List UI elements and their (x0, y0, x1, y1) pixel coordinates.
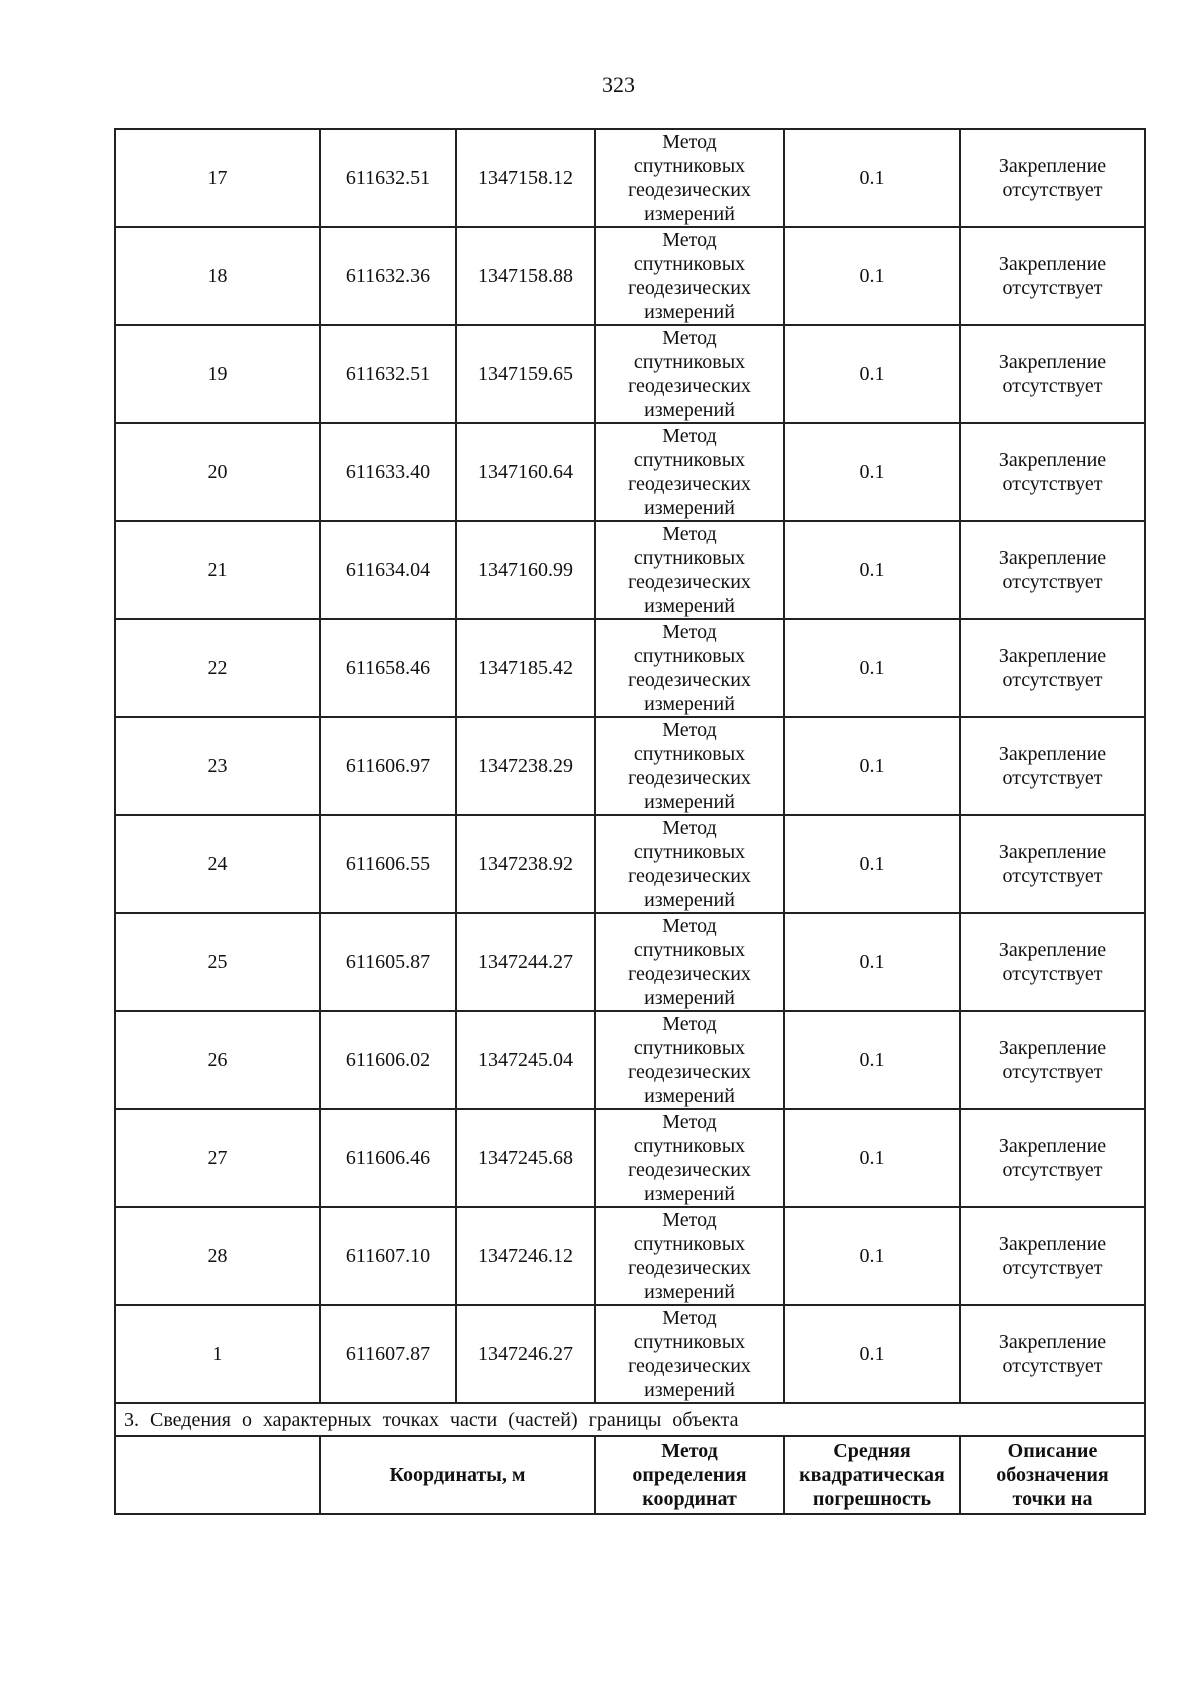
method-line: геодезических (628, 1257, 751, 1279)
method-line: Метод (662, 229, 717, 251)
method-line: геодезических (628, 669, 751, 691)
method-line: измерений (644, 301, 735, 323)
header-method-line: Метод (661, 1440, 718, 1462)
method-line: Метод (662, 523, 717, 545)
point-number-cell: 18 (115, 227, 320, 325)
x-coordinate-cell: 611606.55 (320, 815, 456, 913)
method-line: геодезических (628, 277, 751, 299)
point-number-cell: 28 (115, 1207, 320, 1305)
method-line: геодезических (628, 767, 751, 789)
coordinates-table (114, 128, 1146, 1515)
method-line: Метод (662, 131, 717, 153)
description-cell (960, 1207, 1145, 1305)
point-number-cell: 24 (115, 815, 320, 913)
method-line: спутниковых (633, 1233, 746, 1255)
method-line: геодезических (628, 1061, 751, 1083)
y-coordinate-cell: 1347160.64 (456, 423, 595, 521)
method-line: измерений (644, 1379, 735, 1401)
description-cell (960, 227, 1145, 325)
error-cell: 0.1 (784, 1109, 960, 1207)
x-coordinate-cell: 611633.40 (320, 423, 456, 521)
method-line: Метод (662, 719, 717, 741)
method-line: измерений (644, 693, 735, 715)
description-line: отсутствует (1002, 963, 1103, 985)
description-line: Закрепление (998, 547, 1107, 569)
description-line: отсутствует (1002, 1159, 1103, 1181)
method-line: измерений (644, 889, 735, 911)
method-line: спутниковых (633, 351, 746, 373)
method-cell (595, 717, 784, 815)
header-method-line: определения (632, 1464, 747, 1486)
method-line: измерений (644, 791, 735, 813)
description-cell (960, 913, 1145, 1011)
method-cell (595, 1305, 784, 1403)
method-line: Метод (662, 1013, 717, 1035)
table-row (115, 913, 1145, 1011)
header-description-line: точки на (1012, 1488, 1093, 1510)
error-cell: 0.1 (784, 325, 960, 423)
method-line: спутниковых (633, 1331, 746, 1353)
header-error-line: квадратическая (799, 1464, 945, 1486)
y-coordinate-cell: 1347160.99 (456, 521, 595, 619)
table-row (115, 521, 1145, 619)
x-coordinate-cell: 611632.51 (320, 325, 456, 423)
description-cell (960, 1109, 1145, 1207)
x-coordinate-cell: 611605.87 (320, 913, 456, 1011)
header-empty-cell (115, 1436, 320, 1514)
header-error-line: Средняя (833, 1440, 911, 1462)
method-line: Метод (662, 915, 717, 937)
description-cell (960, 521, 1145, 619)
method-cell (595, 521, 784, 619)
method-line: геодезических (628, 1355, 751, 1377)
method-line: спутниковых (633, 253, 746, 275)
error-cell: 0.1 (784, 619, 960, 717)
method-line: геодезических (628, 963, 751, 985)
y-coordinate-cell: 1347238.29 (456, 717, 595, 815)
page-number: 323 (602, 72, 635, 97)
table-row (115, 619, 1145, 717)
method-cell (595, 129, 784, 227)
description-line: Закрепление (998, 449, 1107, 471)
method-line: измерений (644, 203, 735, 225)
error-cell: 0.1 (784, 1011, 960, 1109)
error-cell: 0.1 (784, 1305, 960, 1403)
method-line: Метод (662, 1307, 717, 1329)
table-row (115, 325, 1145, 423)
x-coordinate-cell: 611607.87 (320, 1305, 456, 1403)
x-coordinate-cell: 611607.10 (320, 1207, 456, 1305)
y-coordinate-cell: 1347245.68 (456, 1109, 595, 1207)
description-cell (960, 129, 1145, 227)
x-coordinate-cell: 611632.51 (320, 129, 456, 227)
method-line: измерений (644, 399, 735, 421)
point-number-cell: 20 (115, 423, 320, 521)
point-number-cell: 19 (115, 325, 320, 423)
x-coordinate-cell: 611606.97 (320, 717, 456, 815)
method-cell (595, 619, 784, 717)
point-number-cell: 1 (115, 1305, 320, 1403)
description-line: Закрепление (998, 841, 1107, 863)
table-row (115, 423, 1145, 521)
method-cell (595, 1207, 784, 1305)
method-line: Метод (662, 327, 717, 349)
table-row (115, 1207, 1145, 1305)
description-line: Закрепление (998, 155, 1107, 177)
header-method-line: координат (642, 1488, 737, 1510)
y-coordinate-cell: 1347158.88 (456, 227, 595, 325)
header-description (960, 1436, 1145, 1514)
method-line: спутниковых (633, 645, 746, 667)
description-line: отсутствует (1002, 473, 1103, 495)
description-line: отсутствует (1002, 669, 1103, 691)
y-coordinate-cell: 1347159.65 (456, 325, 595, 423)
method-line: геодезических (628, 865, 751, 887)
header-error-line: погрешность (812, 1488, 932, 1510)
description-line: отсутствует (1002, 179, 1103, 201)
description-line: Закрепление (998, 645, 1107, 667)
description-cell (960, 815, 1145, 913)
method-cell (595, 423, 784, 521)
description-cell (960, 619, 1145, 717)
point-number-cell: 25 (115, 913, 320, 1011)
method-line: измерений (644, 987, 735, 1009)
table-row (115, 1011, 1145, 1109)
point-number-cell: 22 (115, 619, 320, 717)
method-line: спутниковых (633, 1135, 746, 1157)
table-row (115, 717, 1145, 815)
description-line: Закрепление (998, 253, 1107, 275)
method-line: геодезических (628, 473, 751, 495)
header-row (115, 1436, 1145, 1514)
point-number-cell: 17 (115, 129, 320, 227)
description-cell (960, 1305, 1145, 1403)
table-row (115, 129, 1145, 227)
method-line: Метод (662, 621, 717, 643)
header-error (784, 1436, 960, 1514)
error-cell: 0.1 (784, 1207, 960, 1305)
method-line: спутниковых (633, 841, 746, 863)
method-line: спутниковых (633, 743, 746, 765)
description-cell (960, 325, 1145, 423)
section-row (115, 1403, 1145, 1436)
description-line: Закрепление (998, 743, 1107, 765)
description-line: отсутствует (1002, 571, 1103, 593)
section-title: 3. Сведения о характерных точках части (частей) границы объекта (115, 1403, 1145, 1436)
method-line: измерений (644, 497, 735, 519)
method-line: геодезических (628, 375, 751, 397)
description-line: Закрепление (998, 351, 1107, 373)
description-line: отсутствует (1002, 1061, 1103, 1083)
y-coordinate-cell: 1347244.27 (456, 913, 595, 1011)
description-line: отсутствует (1002, 375, 1103, 397)
method-line: спутниковых (633, 547, 746, 569)
y-coordinate-cell: 1347245.04 (456, 1011, 595, 1109)
point-number-cell: 26 (115, 1011, 320, 1109)
method-cell (595, 1109, 784, 1207)
table-body (115, 129, 1145, 1403)
method-cell (595, 815, 784, 913)
method-line: измерений (644, 1183, 735, 1205)
y-coordinate-cell: 1347158.12 (456, 129, 595, 227)
method-line: Метод (662, 425, 717, 447)
header-coordinates: Координаты, м (320, 1436, 595, 1514)
description-line: отсутствует (1002, 1355, 1103, 1377)
description-cell (960, 1011, 1145, 1109)
error-cell: 0.1 (784, 423, 960, 521)
method-line: Метод (662, 817, 717, 839)
description-line: отсутствует (1002, 1257, 1103, 1279)
point-number-cell: 21 (115, 521, 320, 619)
x-coordinate-cell: 611606.46 (320, 1109, 456, 1207)
error-cell: 0.1 (784, 717, 960, 815)
method-line: спутниковых (633, 1037, 746, 1059)
description-cell (960, 717, 1145, 815)
table-row (115, 1109, 1145, 1207)
header-method (595, 1436, 784, 1514)
method-line: Метод (662, 1209, 717, 1231)
error-cell: 0.1 (784, 227, 960, 325)
method-line: геодезических (628, 179, 751, 201)
description-line: Закрепление (998, 1135, 1107, 1157)
method-line: измерений (644, 1281, 735, 1303)
y-coordinate-cell: 1347238.92 (456, 815, 595, 913)
table-row (115, 815, 1145, 913)
point-number-cell: 23 (115, 717, 320, 815)
method-cell (595, 913, 784, 1011)
description-line: Закрепление (998, 1331, 1107, 1353)
method-line: Метод (662, 1111, 717, 1133)
description-line: Закрепление (998, 939, 1107, 961)
method-line: спутниковых (633, 155, 746, 177)
x-coordinate-cell: 611634.04 (320, 521, 456, 619)
x-coordinate-cell: 611658.46 (320, 619, 456, 717)
table-row (115, 1305, 1145, 1403)
table-row (115, 227, 1145, 325)
method-line: геодезических (628, 571, 751, 593)
description-cell (960, 423, 1145, 521)
y-coordinate-cell: 1347185.42 (456, 619, 595, 717)
x-coordinate-cell: 611606.02 (320, 1011, 456, 1109)
method-line: геодезических (628, 1159, 751, 1181)
y-coordinate-cell: 1347246.12 (456, 1207, 595, 1305)
description-line: Закрепление (998, 1037, 1107, 1059)
method-cell (595, 325, 784, 423)
y-coordinate-cell: 1347246.27 (456, 1305, 595, 1403)
method-cell (595, 227, 784, 325)
method-cell (595, 1011, 784, 1109)
error-cell: 0.1 (784, 815, 960, 913)
method-line: спутниковых (633, 449, 746, 471)
description-line: отсутствует (1002, 865, 1103, 887)
x-coordinate-cell: 611632.36 (320, 227, 456, 325)
description-line: отсутствует (1002, 277, 1103, 299)
header-description-line: Описание (1007, 1440, 1098, 1462)
error-cell: 0.1 (784, 521, 960, 619)
description-line: Закрепление (998, 1233, 1107, 1255)
point-number-cell: 27 (115, 1109, 320, 1207)
error-cell: 0.1 (784, 129, 960, 227)
error-cell: 0.1 (784, 913, 960, 1011)
method-line: измерений (644, 1085, 735, 1107)
method-line: спутниковых (633, 939, 746, 961)
description-line: отсутствует (1002, 767, 1103, 789)
header-description-line: обозначения (996, 1464, 1109, 1486)
method-line: измерений (644, 595, 735, 617)
